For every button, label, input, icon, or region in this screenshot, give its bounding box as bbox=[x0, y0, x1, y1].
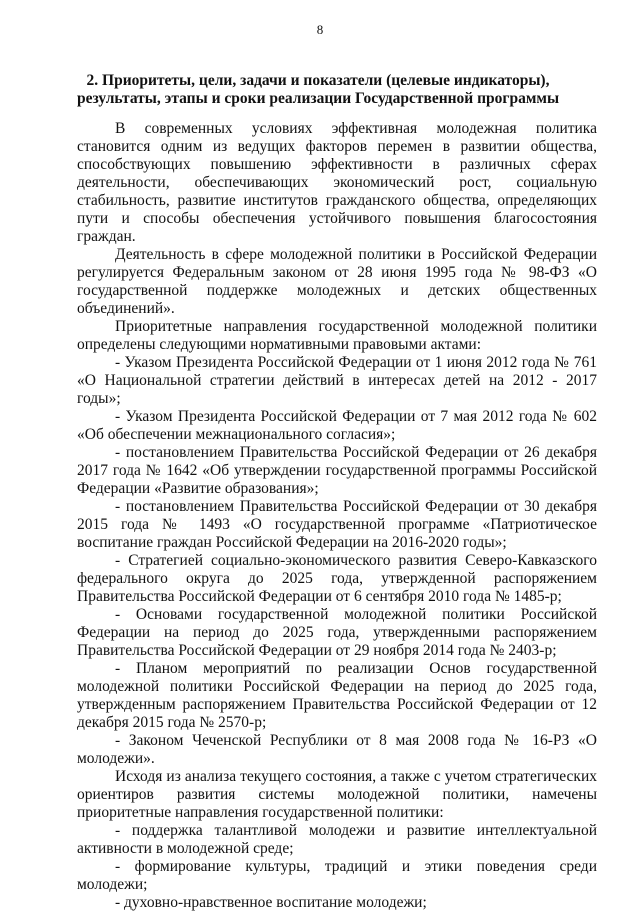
list-item: - Планом мероприятий по реализации Основ государственной молодежной политики Российской Федерации на период до 2025 года, утвержденным распоряжением Правительства Российской Федерации от 12 декабря 2015 года № 2570-р; bbox=[77, 660, 597, 731]
paragraph: Исходя из анализа текущего состояния, а также с учетом стратегических ориентиров развития системы молодежной политики, намечены приоритетные направления государственной политики: bbox=[77, 768, 597, 821]
list-item: - Указом Президента Российской Федерации от 1 июня 2012 года № 761 «О Национальной стратегии действий в интересах детей на 2012 - 2017 годы»; bbox=[77, 354, 597, 407]
section-heading bbox=[68, 72, 568, 108]
list-item: - постановлением Правительства Российской Федерации от 26 декабря 2017 года № 1642 «Об утверждении государственной программы Российской Федерации «Развитие образования»; bbox=[77, 444, 597, 497]
page-number: 8 bbox=[316, 22, 324, 37]
paragraph: Деятельность в сфере молодежной политики в Российской Федерации регулируется Федеральным законом от 28 июня 1995 года № 98-ФЗ «О государственной поддержке молодежных и детских общественных объединений». bbox=[77, 246, 597, 317]
list-item: - духовно-нравственное воспитание молодежи; bbox=[115, 894, 427, 911]
section-heading-line-2: результаты, этапы и сроки реализации Государственной программы bbox=[76, 90, 560, 107]
document-body bbox=[77, 120, 597, 912]
paragraph: Приоритетные направления государственной молодежной политики определены следующими нормативными правовыми актами: bbox=[77, 318, 597, 353]
list-item: - формирование культуры, традиций и этики поведения среди молодежи; bbox=[77, 858, 597, 893]
list-item: - Основами государственной молодежной политики Российской Федерации на период до 2025 года, утвержденными распоряжением Правительства Российской Федерации от 29 ноября 2014 года № 2403-р; bbox=[77, 606, 597, 659]
list-item: - Законом Чеченской Республики от 8 мая 2008 года № 16-РЗ «О молодежи». bbox=[77, 732, 597, 767]
list-item: - Указом Президента Российской Федерации от 7 мая 2012 года № 602 «Об обеспечении межнационального согласия»; bbox=[77, 408, 597, 443]
paragraph: В современных условиях эффективная молодежная политика становится одним из ведущих факторов перемен в развитии общества, способствующих повышению эффективности в различных сферах деятельности, обеспечивающих экономический рост, социальную стабильность, развитие институтов гражданского общества, определяющих пути и способы обеспечения устойчивого повышения благосостояния граждан. bbox=[77, 120, 597, 245]
list-item: - Стратегией социально-экономического развития Северо-Кавказского федерального округа до 2025 года, утвержденной распоряжением Правительства Российской Федерации от 6 сентября 2010 года № 1485-р; bbox=[77, 552, 597, 605]
list-item: - поддержка талантливой молодежи и развитие интеллектуальной активности в молодежной среде; bbox=[77, 822, 597, 857]
list-item: - постановлением Правительства Российской Федерации от 30 декабря 2015 года № 1493 «О государственной программе «Патриотическое воспитание граждан Российской Федерации на 2016-2020 годы»; bbox=[77, 498, 597, 551]
section-heading-line-1: 2. Приоритеты, цели, задачи и показатели (целевые индикаторы), bbox=[86, 72, 550, 89]
